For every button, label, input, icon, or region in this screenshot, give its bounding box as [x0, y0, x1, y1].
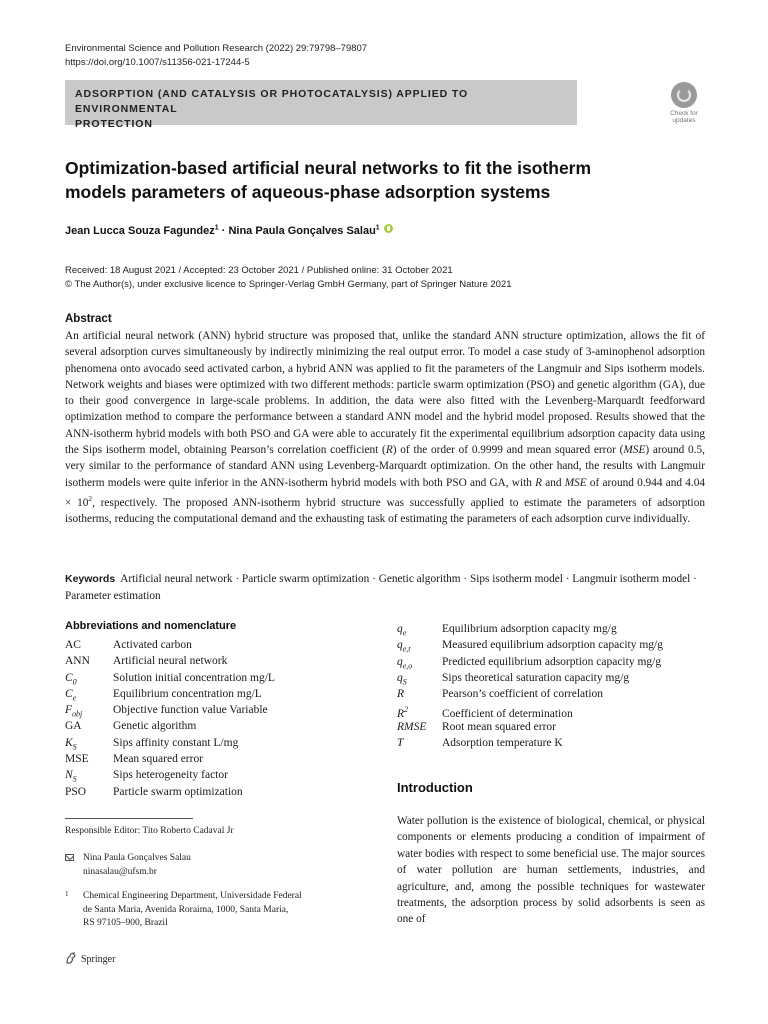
- abbreviation-row: [65, 784, 275, 800]
- abbreviation-desc: Sips affinity constant L/mg: [113, 736, 239, 749]
- nomenclature-desc: Root mean squared error: [442, 720, 557, 733]
- envelope-icon: [65, 854, 74, 861]
- nomenclature-desc: Equilibrium adsorption capacity mg/g: [442, 623, 617, 635]
- abbreviation-desc: Particle swarm optimization: [113, 785, 243, 798]
- responsible-editor: Responsible Editor: Tito Roberto Cadaval Jr: [65, 826, 234, 836]
- nomenclature-symbol: T: [397, 737, 404, 750]
- abbreviation-key: GA: [65, 720, 82, 733]
- abbreviation-row: [65, 718, 275, 734]
- nomenclature-desc: Measured equilibrium adsorption capacity mg/g: [442, 639, 663, 652]
- orcid-icon[interactable]: [384, 224, 393, 233]
- nomenclature-row: $R^2$ Coefficient of determination: [397, 705, 573, 721]
- nomenclature-symbol: R: [397, 708, 405, 721]
- corresponding-author-name: Nina Paula Gonçalves Salau: [83, 853, 191, 863]
- abbreviation-row: $C_0$ Solution initial concentration mg/L: [65, 671, 275, 686]
- publisher-name: Springer: [81, 954, 116, 965]
- abbreviation-desc: Artificial neural network: [113, 655, 228, 668]
- author-name[interactable]: Nina Paula Gonçalves Salau: [228, 225, 376, 237]
- keywords: [65, 571, 705, 605]
- abbreviation-key: C: [65, 687, 73, 700]
- nomenclature-desc: Predicted equilibrium adsorption capacity mg/g: [442, 655, 662, 668]
- nomenclature-row: $q_{e,t}$ Measured equilibrium adsorption capacity mg/g: [397, 639, 663, 654]
- nomenclature-desc: Coefficient of determination: [442, 708, 573, 721]
- section-banner: [65, 80, 577, 130]
- doi-link[interactable]: https://doi.org/10.1007/s11356-021-17244-5: [65, 57, 250, 68]
- abbreviation-desc: Genetic algorithm: [113, 720, 197, 733]
- nomenclature-desc: Pearson’s coefficient of correlation: [442, 688, 604, 701]
- abbreviation-row: $C_e$ Equilibrium concentration mg/L: [65, 687, 262, 703]
- abbreviation-key: MSE: [65, 753, 89, 766]
- abbreviation-row: [65, 653, 275, 669]
- abbreviation-key: N: [65, 769, 73, 782]
- nomenclature-desc: Adsorption temperature K: [442, 737, 563, 750]
- corresponding-author-email[interactable]: ninasalau@ufsm.br: [83, 866, 157, 877]
- nomenclature-symbol: RMSE: [397, 720, 427, 733]
- nomenclature-row: $q_{e,o}$ Predicted equilibrium adsorption capacity mg/g: [397, 655, 662, 670]
- nomenclature-row: [397, 735, 663, 751]
- introduction-text: Water pollution is the existence of biological, chemical, or physical components or elements producing a condition of impairment of water bodies with respect to some beneficial use. The major sources of water pollution are human settlements, industries, and agriculture, and, among the possible techniques for wastewater treatments, the adsorption process by solid adsorbents is seen as one of: [397, 815, 705, 926]
- abstract-text: An artificial neural network (ANN) hybrid structure was proposed that, unlike the standard ANN structure optimization, allows the fit of several adsorption curves simultaneously by indirectly minimizing the real output error. To model a case study of 3-aminophenol adsorption phenomena onto avocado seed activated carbon, a hybrid ANN was applied to fit the parameters of the Langmuir and Sips isotherm models. Network weights and biases were optimized with two different methods: particle swarm optimization (PSO) and genetic algorithm (GA), due to their good convergence in large-scale problems. In addition, the data were also fitted with the Levenberg-Marquardt feedforward optimization method to compare the performance between a standard ANN model and the hybrid model proposed. Results showed that the ANN-isotherm hybrid models with both PSO and GA were able to accurately fit the experimental equilibrium adsorption capacity data using the Sips isotherm model, obtaining Pearson’s correlation coefficient (R) of the order of 0.9999 and mean squared error (MSE) around 0.5, very similar to the performance of standard ANN using Levenberg-Marquardt optimization. On the other hand, the results with Langmuir isotherm models were quite inferior in the ANN-isotherm hybrid models with both PSO and GA, with R and MSE of around 0.944 and $4.04 \times 10^2$, respectively. The proposed ANN-isotherm hybrid structure was successfully applied to estimate the parameters of adsorption isotherms, reducing the computational demand and the exhausting task of estimating the parameters of each adsorption curve individually.: [65, 330, 705, 526]
- abbreviations-heading: Abbreviations and nomenclature: [65, 620, 237, 632]
- abbreviation-desc: Mean squared error: [113, 753, 204, 766]
- footnote-divider: [65, 818, 193, 819]
- nomenclature-symbol: q: [397, 655, 403, 668]
- nomenclature-symbol: q: [397, 671, 403, 684]
- abbreviation-row: [65, 751, 275, 767]
- author-list: Jean Lucca Souza Fagundez$^1$ · Nina Paula Gonçalves Salau$^1$: [65, 224, 393, 237]
- introduction-heading: Introduction: [397, 780, 473, 795]
- abbreviations-list: [65, 637, 275, 800]
- nomenclature-desc: Sips theoretical saturation capacity mg/g: [442, 671, 630, 684]
- abbreviation-desc: Equilibrium concentration mg/L: [113, 687, 262, 700]
- check-updates-icon: [671, 82, 697, 108]
- nomenclature-list: [397, 621, 663, 751]
- abbreviation-key: PSO: [65, 785, 87, 798]
- abbreviation-key: K: [65, 736, 73, 749]
- publisher-logo: [65, 952, 115, 965]
- nomenclature-row: [397, 719, 663, 735]
- keywords-text: Artificial neural network · Particle swarm optimization · Genetic algorithm · Sips isotherm model · Langmuir isotherm model · Parameter estimation: [65, 573, 697, 602]
- publication-dates: Received: 18 August 2021 / Accepted: 23 October 2021 / Published online: 31 October 2021 © The Author(s), under exclusive licence to Springer-Verlag GmbH Germany, part of Springer Nature 2021: [65, 265, 512, 290]
- nomenclature-symbol: q: [397, 623, 403, 635]
- abbreviation-key: AC: [65, 639, 81, 651]
- nomenclature-row: [397, 686, 663, 702]
- abbreviation-row: $K_S$ Sips affinity constant L/mg: [65, 736, 239, 752]
- nomenclature-symbol: q: [397, 639, 403, 652]
- journal-citation: Environmental Science and Pollution Research (2022) 29:79798–79807: [65, 43, 368, 54]
- nomenclature-symbol: R: [397, 688, 405, 701]
- abbreviation-key: F: [65, 704, 73, 717]
- nomenclature-row: $q_e$ Equilibrium adsorption capacity mg/g: [397, 623, 617, 638]
- author-name[interactable]: Jean Lucca Souza Fagundez: [65, 225, 215, 237]
- abbreviation-row: $N_S$ Sips heterogeneity factor: [65, 769, 228, 784]
- section-banner-line1: ADSORPTION (AND CATALYSIS OR PHOTOCATALYSIS) APPLIED TO ENVIRONMENTAL: [75, 88, 469, 115]
- abbreviation-desc: Solution initial concentration mg/L: [113, 671, 275, 684]
- journal-header: [65, 42, 367, 70]
- springer-horse-icon: [65, 952, 77, 964]
- abbreviation-key: ANN: [65, 655, 90, 668]
- keywords-label: Keywords: [65, 573, 116, 585]
- check-for-updates-button[interactable]: Check for updates: [664, 82, 704, 126]
- nomenclature-row: $q_S$ Sips theoretical saturation capacity mg/g: [397, 671, 630, 687]
- affiliation-number: 1: [65, 890, 69, 898]
- abbreviation-key: C: [65, 671, 73, 684]
- abbreviation-desc: Sips heterogeneity factor: [113, 769, 228, 782]
- abbreviation-row: [65, 637, 275, 653]
- abbreviation-desc: Activated carbon: [113, 639, 192, 651]
- abstract-heading: Abstract: [65, 313, 112, 325]
- abbreviation-row: $F_{obj}$ Objective function value Variable: [65, 704, 268, 719]
- abbreviation-desc: Objective function value Variable: [113, 704, 268, 717]
- section-banner-line2: PROTECTION: [75, 118, 153, 130]
- paper-title: Optimization-based artificial neural networks to fit the isotherm models parameters of aqueous-phase adsorption systems: [65, 158, 592, 202]
